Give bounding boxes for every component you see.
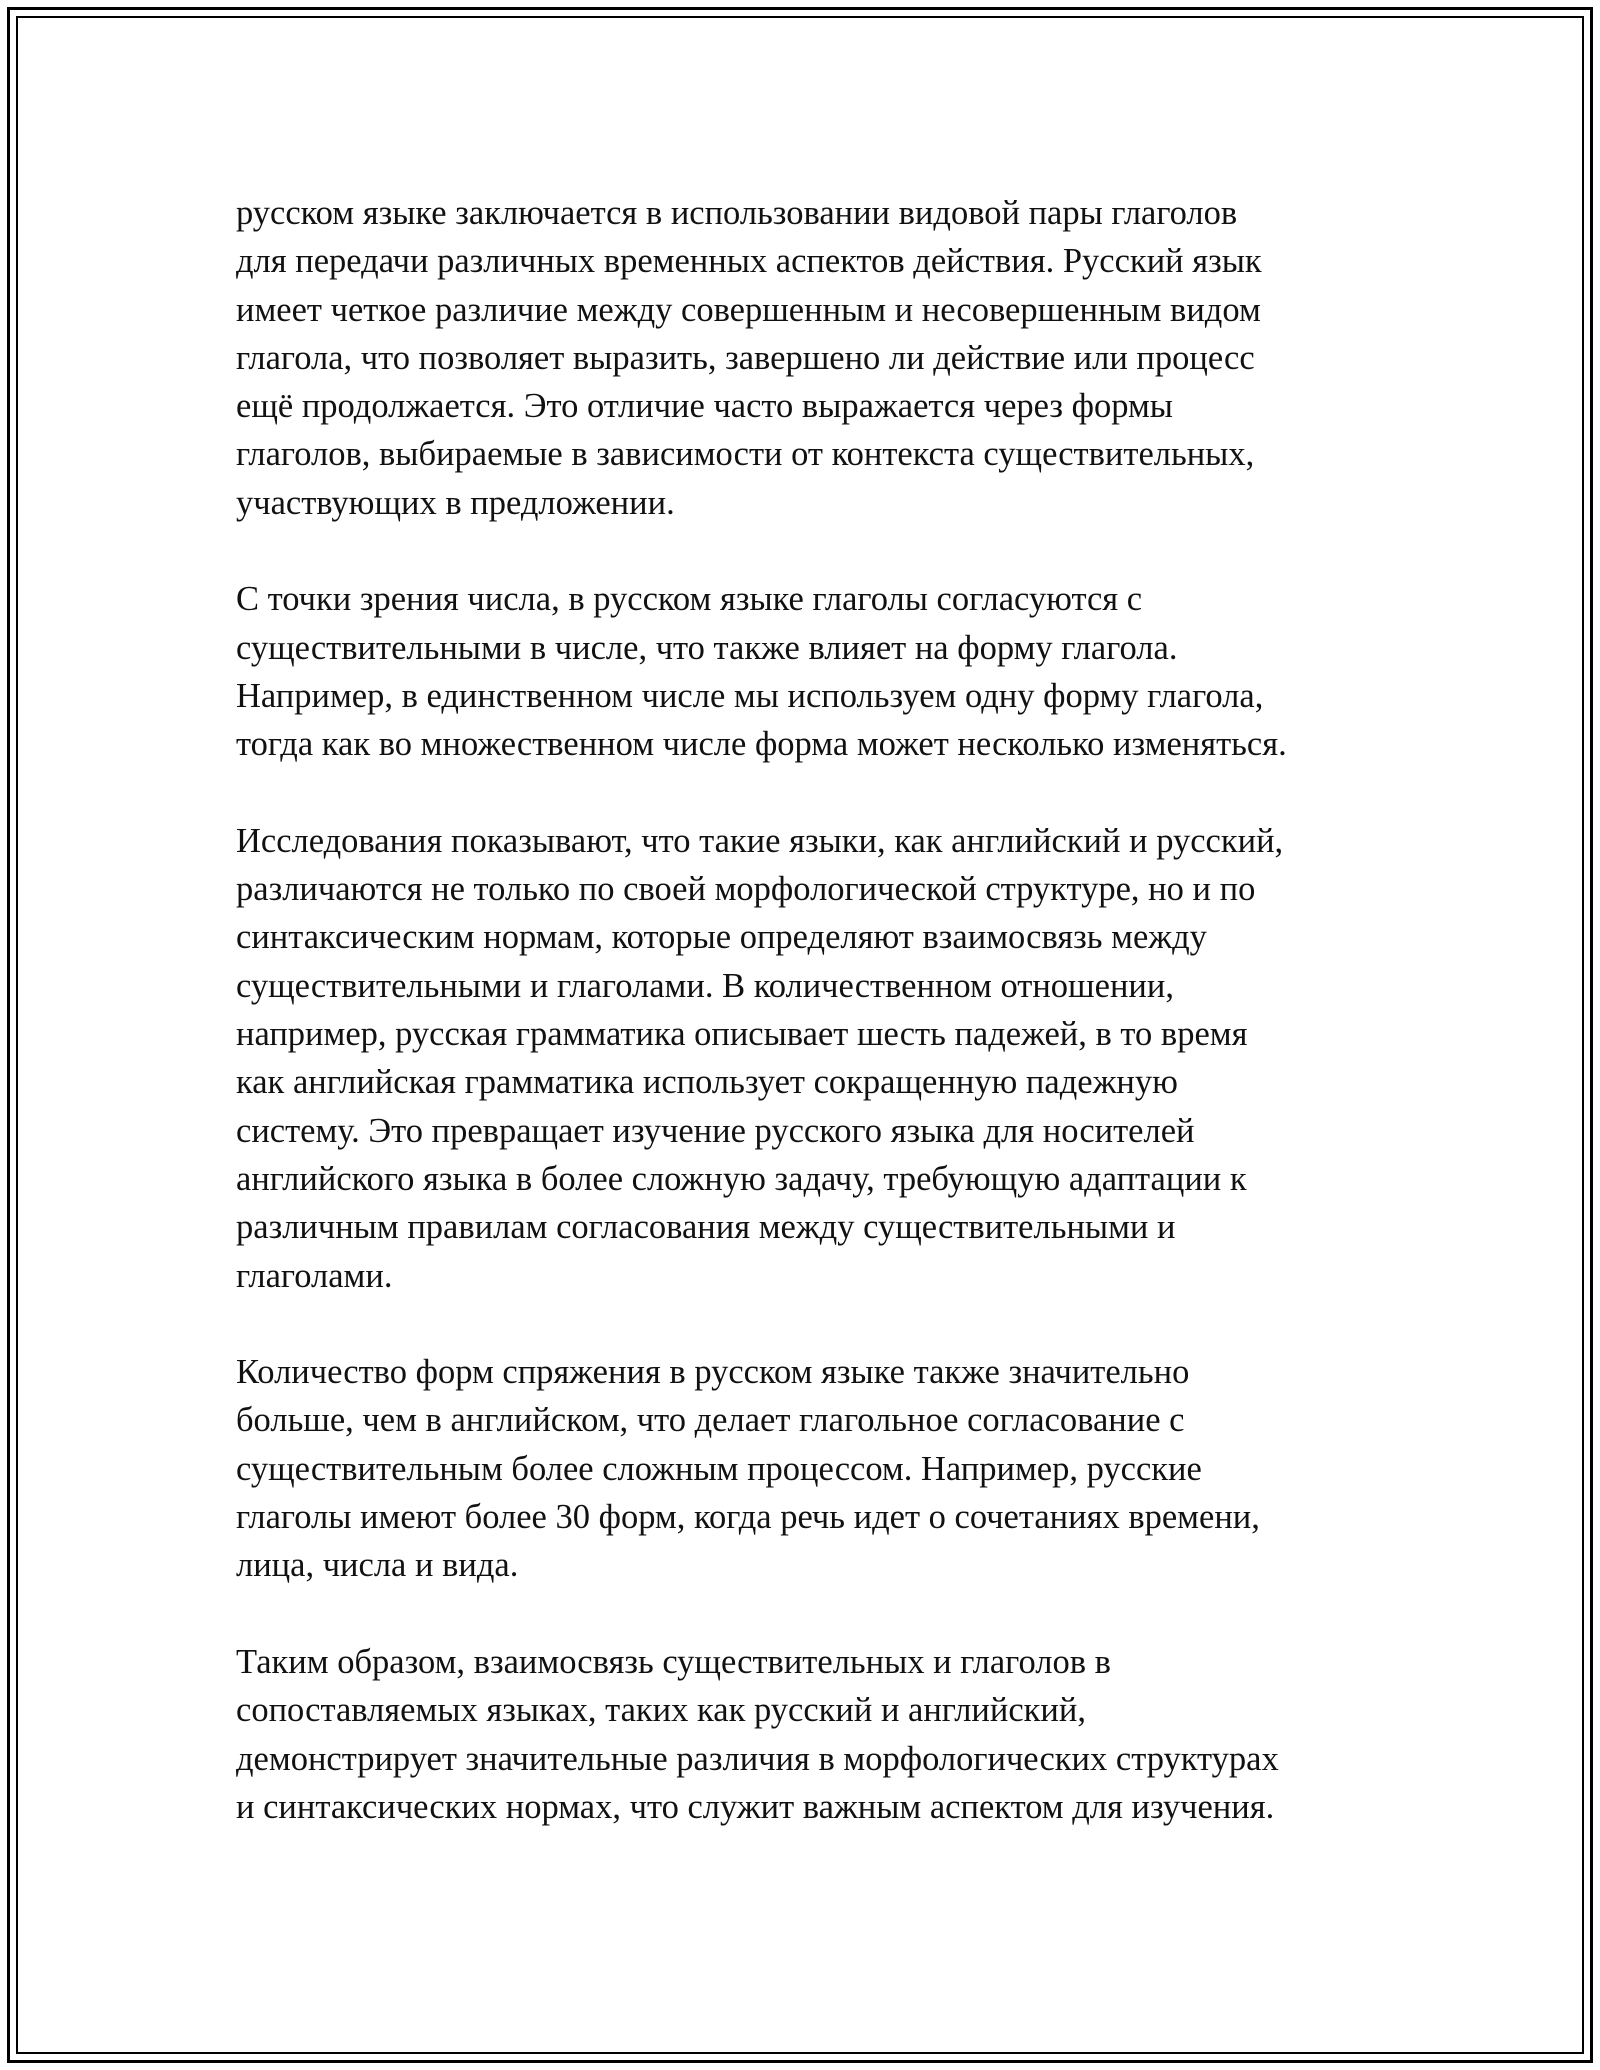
text-line: Количество форм спряжения в русском языке также значительно xyxy=(236,1353,1190,1392)
text-line: систему. Это превращает изучение русского языка для носителей xyxy=(236,1111,1195,1150)
text-line: глаголами. xyxy=(236,1256,393,1295)
text-line: больше, чем в английском, что делает глагольное согласование с xyxy=(236,1401,1185,1440)
text-line: глагола, что позволяет выразить, завершено ли действие или процесс xyxy=(236,338,1255,377)
text-line: русском языке заключается в использовании видовой пары глаголов xyxy=(236,194,1238,232)
text-line: демонстрирует значительные различия в морфологических структурах xyxy=(236,1739,1279,1778)
text-line: и синтаксических нормах, что служит важным аспектом для изучения. xyxy=(236,1787,1275,1826)
paragraph-1 xyxy=(236,189,1386,527)
text-line: различным правилам согласования между существительными и xyxy=(236,1208,1176,1247)
paragraph-5 xyxy=(236,1638,1386,1831)
text-line: глаголы имеют более 30 форм, когда речь идет о сочетаниях времени, xyxy=(236,1498,1260,1537)
text-line: имеет четкое различие между совершенным и несовершенным видом xyxy=(236,290,1261,329)
text-line: английского языка в более сложную задачу, требующую адаптации к xyxy=(236,1159,1247,1198)
text-line: сопоставляемых языках, таких как русский и английский, xyxy=(236,1691,1086,1730)
text-line: для передачи различных временных аспектов действия. Русский язык xyxy=(236,242,1262,281)
text-line: Исследования показывают, что такие языки, как английский и русский, xyxy=(236,821,1284,860)
text-line: существительным более сложным процессом. Например, русские xyxy=(236,1449,1202,1488)
text-line: участвующих в предложении. xyxy=(236,483,675,522)
document-body xyxy=(236,189,1386,1879)
text-line: существительными и глаголами. В количественном отношении, xyxy=(236,966,1174,1005)
text-line: например, русская грамматика описывает шесть падежей, в то время xyxy=(236,1015,1248,1054)
paragraph-4 xyxy=(236,1348,1386,1589)
text-line: синтаксическим нормам, которые определяют взаимосвязь между xyxy=(236,918,1207,957)
paragraph-3 xyxy=(236,817,1386,1300)
text-line: лица, числа и вида. xyxy=(236,1546,519,1585)
text-line: глаголов, выбираемые в зависимости от контекста существительных, xyxy=(236,435,1255,474)
text-line: тогда как во множественном числе форма может несколько изменяться. xyxy=(236,725,1287,764)
text-line: С точки зрения числа, в русском языке глаголы согласуются с xyxy=(236,580,1143,619)
text-line: как английская грамматика использует сокращенную падежную xyxy=(236,1063,1178,1102)
text-line: различаются не только по своей морфологической структуре, но и по xyxy=(236,870,1256,909)
text-line: Например, в единственном числе мы используем одну форму глагола, xyxy=(236,676,1264,715)
text-line: существительными в числе, что также влияет на форму глагола. xyxy=(236,628,1178,667)
paragraph-2 xyxy=(236,575,1386,768)
text-line: ещё продолжается. Это отличие часто выражается через формы xyxy=(236,387,1173,426)
text-line: Таким образом, взаимосвязь существительных и глаголов в xyxy=(236,1642,1111,1681)
